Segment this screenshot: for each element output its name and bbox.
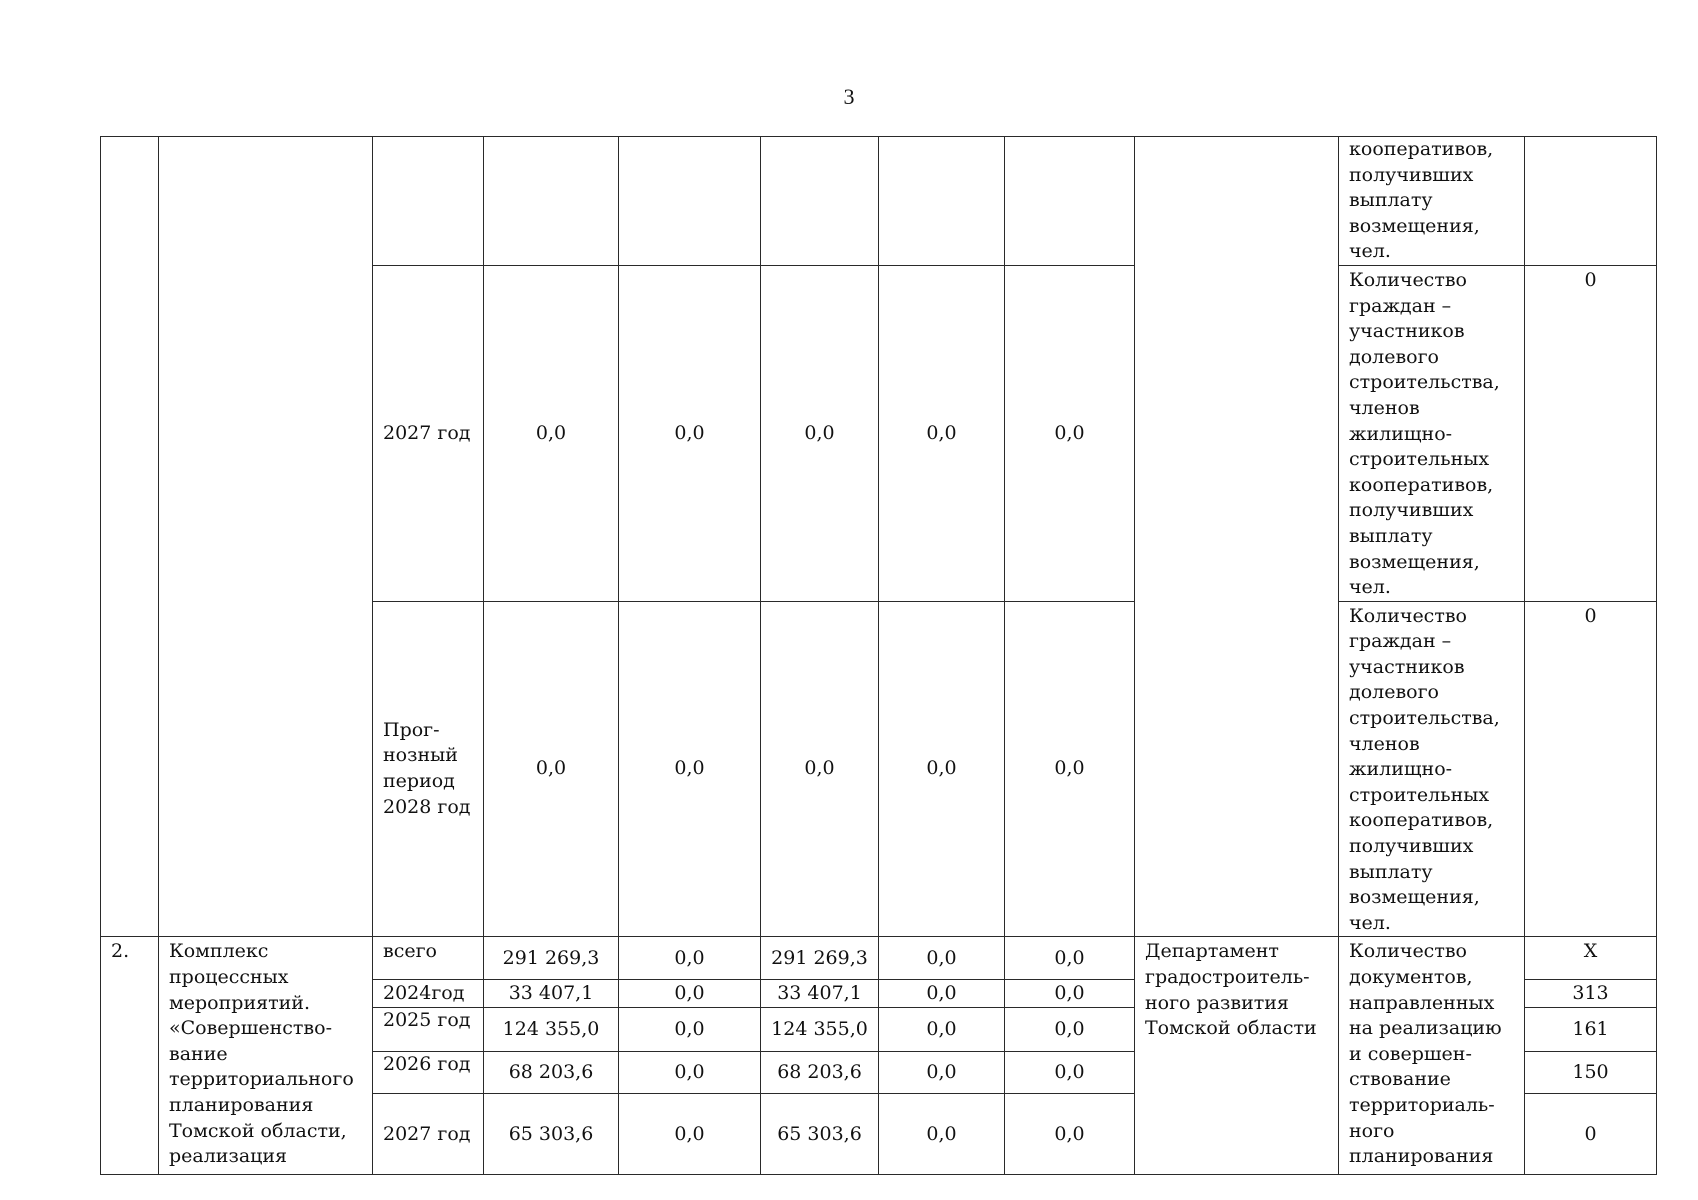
value-cell: 0,0: [619, 980, 761, 1008]
value-cell: 0,0: [879, 1008, 1005, 1052]
value-cell: 0,0: [761, 265, 879, 601]
period-cell: 2024год: [373, 980, 484, 1008]
value-cell: 0,0: [879, 1052, 1005, 1094]
value-cell: 0,0: [619, 1008, 761, 1052]
target-cell: 150: [1525, 1052, 1657, 1094]
table-row: [101, 937, 1657, 980]
indicator-cell: Количество документов, направленных на реализацию и совершен-ствование территориаль-ного планирования: [1339, 937, 1525, 1175]
value-cell: 68 203,6: [484, 1052, 619, 1094]
value-cell: 291 269,3: [484, 937, 619, 980]
period-cell: 2027 год: [373, 1094, 484, 1175]
value-cell: 124 355,0: [761, 1008, 879, 1052]
value-cell: 0,0: [1005, 1008, 1135, 1052]
target-cell: 0: [1525, 1094, 1657, 1175]
value-cell: 0,0: [484, 265, 619, 601]
value-cell: 0,0: [1005, 265, 1135, 601]
section-name: Комплекс процессных мероприятий. «Совершенство-вание территориального планирования Томской области, реализация: [159, 937, 373, 1175]
period-cell: 2027 год: [373, 265, 484, 601]
cell-executor-cont: [1135, 137, 1339, 937]
cell-name-cont: [159, 137, 373, 937]
value-cell: 0,0: [619, 937, 761, 980]
period-cell: всего: [373, 937, 484, 980]
value-cell: 0,0: [619, 601, 761, 937]
target-cell: 0: [1525, 601, 1657, 937]
page-number: 3: [843, 84, 855, 109]
value-cell: 0,0: [484, 601, 619, 937]
period-cell: Прог- нозный период 2028 год: [373, 601, 484, 937]
cell-number-cont: [101, 137, 159, 937]
value-cell: 65 303,6: [761, 1094, 879, 1175]
value-cell: 65 303,6: [484, 1094, 619, 1175]
target-cell: 161: [1525, 1008, 1657, 1052]
indicator-continuation: кооперативов, получивших выплату возмещения, чел.: [1339, 137, 1525, 266]
value-cell: 0,0: [879, 601, 1005, 937]
value-cell: 0,0: [879, 1094, 1005, 1175]
value-cell: 33 407,1: [761, 980, 879, 1008]
value-cell: 68 203,6: [761, 1052, 879, 1094]
section-number: 2.: [101, 937, 159, 1175]
period-cell: 2025 год: [373, 1008, 484, 1052]
value-cell: 291 269,3: [761, 937, 879, 980]
value-cell: 0,0: [1005, 980, 1135, 1008]
value-cell: 0,0: [619, 265, 761, 601]
value-cell: 0,0: [879, 265, 1005, 601]
target-cell: X: [1525, 937, 1657, 980]
program-table: [100, 136, 1657, 1175]
value-cell: 124 355,0: [484, 1008, 619, 1052]
value-cell: 0,0: [1005, 1094, 1135, 1175]
indicator-cell: Количество граждан – участников долевого строительства, членов жилищно-строительных кооперативов, получивших выплату возмещения, чел.: [1339, 601, 1525, 937]
value-cell: 0,0: [1005, 937, 1135, 980]
value-cell: 0,0: [879, 937, 1005, 980]
value-cell: 0,0: [619, 1094, 761, 1175]
value-cell: 0,0: [1005, 601, 1135, 937]
table-row: [101, 137, 1657, 266]
cell-target-cont: [1525, 137, 1657, 266]
indicator-cell: Количество граждан – участников долевого строительства, членов жилищно-строительных кооперативов, получивших выплату возмещения, чел.: [1339, 265, 1525, 601]
value-cell: 0,0: [619, 1052, 761, 1094]
executor-cell: Департамент градостроитель-ного развития Томской области: [1135, 937, 1339, 1175]
cell-period-cont: [373, 137, 484, 266]
value-cell: 0,0: [1005, 1052, 1135, 1094]
target-cell: 313: [1525, 980, 1657, 1008]
value-cell: 0,0: [761, 601, 879, 937]
period-cell: 2026 год: [373, 1052, 484, 1094]
target-cell: 0: [1525, 265, 1657, 601]
value-cell: 0,0: [879, 980, 1005, 1008]
value-cell: 33 407,1: [484, 980, 619, 1008]
